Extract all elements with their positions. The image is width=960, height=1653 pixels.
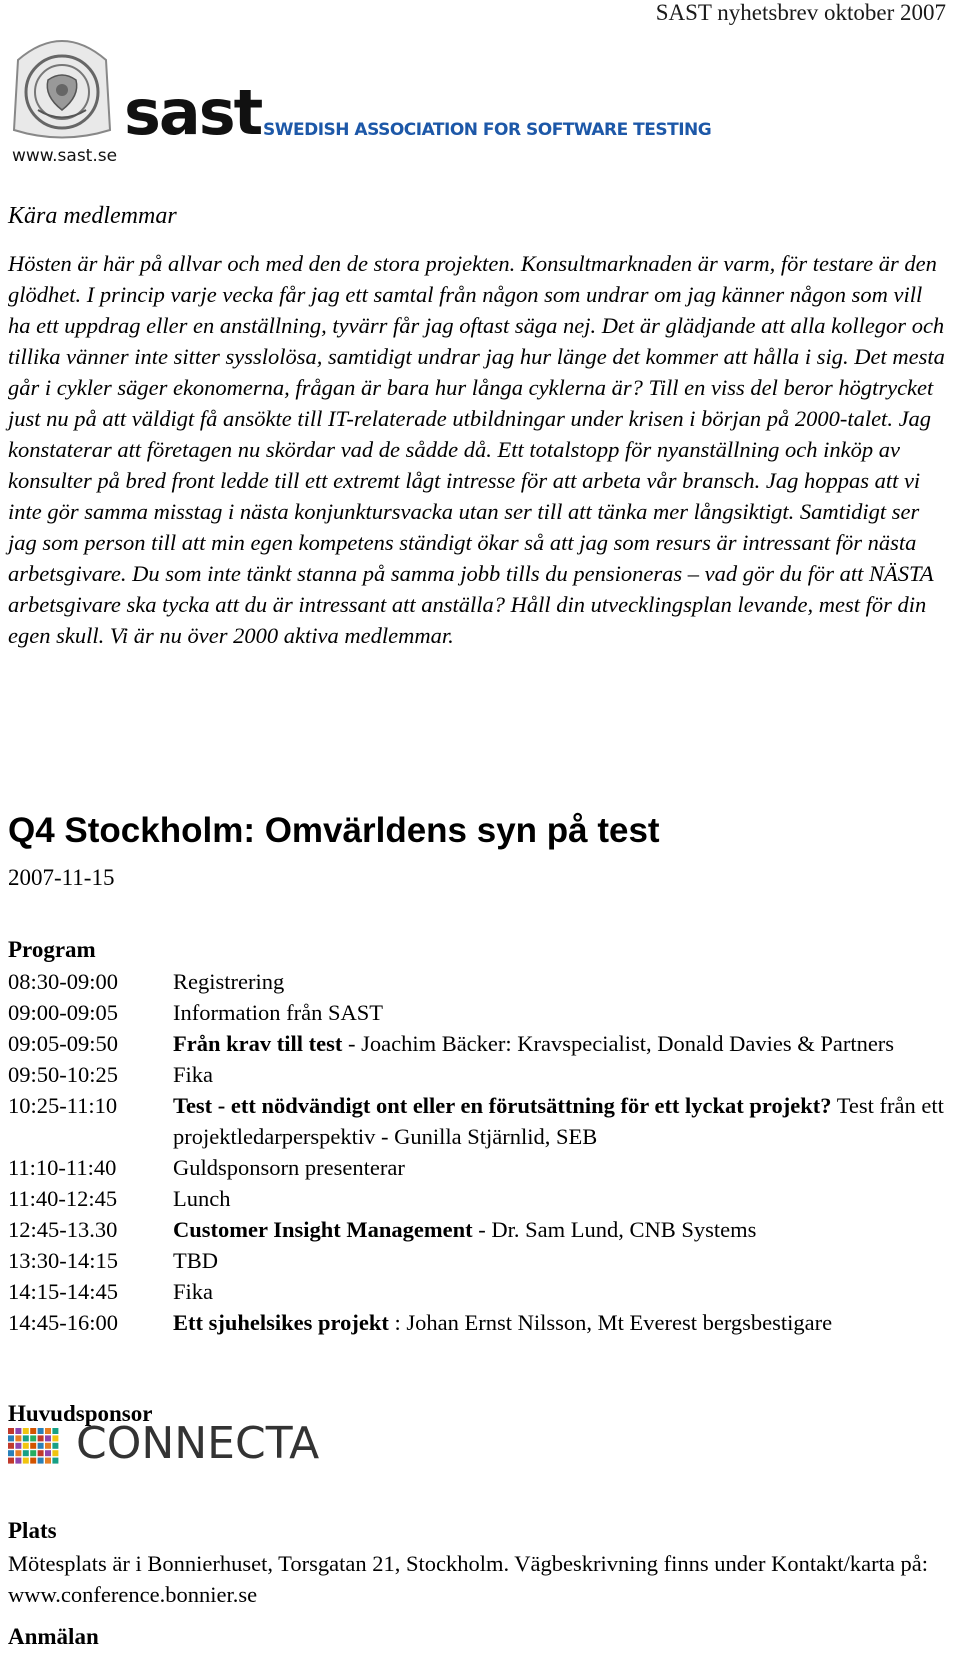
grid-square bbox=[23, 1435, 29, 1441]
grid-square bbox=[30, 1450, 36, 1456]
program-session-text: Fika bbox=[173, 1062, 214, 1087]
program-time: 14:45-16:00 bbox=[8, 1310, 118, 1335]
program-description bbox=[173, 1090, 953, 1152]
grid-square bbox=[38, 1450, 44, 1456]
program-row bbox=[8, 966, 953, 997]
grid-square bbox=[8, 1428, 14, 1434]
grid-square bbox=[23, 1458, 29, 1464]
program-time: 14:15-14:45 bbox=[8, 1279, 118, 1304]
program-description bbox=[173, 1183, 953, 1214]
grid-square bbox=[45, 1458, 51, 1464]
sponsor-name: CONNECTA bbox=[76, 1418, 320, 1469]
program-session-title: Från krav till test bbox=[173, 1031, 343, 1056]
sast-subtitle: SWEDISH ASSOCIATION FOR SOFTWARE TESTING bbox=[263, 120, 712, 140]
program-row bbox=[8, 997, 953, 1028]
program-time: 10:25-11:10 bbox=[8, 1093, 118, 1118]
grid-square bbox=[52, 1435, 58, 1441]
grid-square bbox=[15, 1450, 21, 1456]
grid-square bbox=[8, 1435, 14, 1441]
program-description bbox=[173, 1307, 953, 1338]
program-session-text: Fika bbox=[173, 1279, 214, 1304]
grid-square bbox=[23, 1450, 29, 1456]
venue-heading: Plats bbox=[8, 1518, 57, 1543]
program-description bbox=[173, 1059, 953, 1090]
registration-heading: Anmälan bbox=[8, 1624, 99, 1649]
grid-square bbox=[45, 1443, 51, 1449]
grid-square bbox=[45, 1428, 51, 1434]
sast-logo bbox=[8, 30, 712, 170]
grid-square bbox=[8, 1443, 14, 1449]
sponsor-logo bbox=[8, 1418, 320, 1469]
program-time: 08:30-09:00 bbox=[8, 969, 118, 994]
grid-square bbox=[52, 1458, 58, 1464]
program-time: 13:30-14:15 bbox=[8, 1248, 118, 1273]
sponsor-heading: Huvudsponsor bbox=[8, 1401, 153, 1426]
program-session-title: Ett sjuhelsikes projekt bbox=[173, 1310, 389, 1335]
grid-square bbox=[15, 1443, 21, 1449]
grid-square bbox=[23, 1443, 29, 1449]
grid-square bbox=[30, 1435, 36, 1441]
program-session-text: Guldsponsorn presenterar bbox=[173, 1155, 405, 1180]
program-time: 11:10-11:40 bbox=[8, 1155, 117, 1180]
program-description bbox=[173, 1245, 953, 1276]
program-row bbox=[8, 1245, 953, 1276]
program-description bbox=[173, 1152, 953, 1183]
program-time: 12:45-13.30 bbox=[8, 1217, 118, 1242]
program-description bbox=[173, 997, 953, 1028]
program-row bbox=[8, 1152, 953, 1183]
venue-text: Mötesplats är i Bonnierhuset, Torsgatan 21, Stockholm. Vägbeskrivning finns under Kontakt/karta på: www.conference.bonnier.se bbox=[8, 1551, 928, 1607]
grid-square bbox=[38, 1428, 44, 1434]
program-row bbox=[8, 1059, 953, 1090]
program-time: 09:00-09:05 bbox=[8, 1000, 118, 1025]
program-description bbox=[173, 1276, 953, 1307]
program-session-text: Lunch bbox=[173, 1186, 231, 1211]
grid-square bbox=[52, 1443, 58, 1449]
grid-square bbox=[23, 1428, 29, 1434]
program-row bbox=[8, 1183, 953, 1214]
ornamental-seal-icon bbox=[8, 30, 116, 142]
program-description bbox=[173, 966, 953, 997]
program-schedule bbox=[8, 966, 953, 1338]
program-description bbox=[173, 1028, 953, 1059]
program-session-title: Test - ett nödvändigt ont eller en förutsättning för ett lyckat projekt? bbox=[173, 1093, 832, 1118]
program-session-text: Test från ett projektledarperspektiv - Gunilla Stjärnlid, SEB bbox=[173, 1093, 944, 1149]
program-row bbox=[8, 1276, 953, 1307]
program-row bbox=[8, 1214, 953, 1245]
colored-grid-icon bbox=[8, 1428, 60, 1466]
grid-square bbox=[8, 1450, 14, 1456]
grid-square bbox=[30, 1443, 36, 1449]
grid-square bbox=[30, 1428, 36, 1434]
grid-square bbox=[38, 1435, 44, 1441]
program-session-title: Customer Insight Management bbox=[173, 1217, 473, 1242]
grid-square bbox=[15, 1428, 21, 1434]
grid-square bbox=[45, 1435, 51, 1441]
sast-wordmark: sast bbox=[124, 76, 262, 149]
grid-square bbox=[38, 1458, 44, 1464]
grid-square bbox=[15, 1458, 21, 1464]
program-row bbox=[8, 1090, 953, 1152]
program-row bbox=[8, 1028, 953, 1059]
program-session-text: : Johan Ernst Nilsson, Mt Everest bergsbestigare bbox=[388, 1310, 833, 1335]
program-time: 11:40-12:45 bbox=[8, 1186, 118, 1211]
program-session-text: - Dr. Sam Lund, CNB Systems bbox=[472, 1217, 757, 1242]
program-session-text: TBD bbox=[173, 1248, 218, 1273]
event-date: 2007-11-15 bbox=[8, 865, 115, 890]
program-session-text: - Joachim Bäcker: Kravspecialist, Donald Davies & Partners bbox=[342, 1031, 895, 1056]
grid-square bbox=[8, 1458, 14, 1464]
event-title: Q4 Stockholm: Omvärldens syn på test bbox=[8, 811, 660, 850]
grid-square bbox=[15, 1435, 21, 1441]
site-url[interactable]: www.sast.se bbox=[12, 146, 118, 166]
grid-square bbox=[52, 1428, 58, 1434]
program-session-text: Registrering bbox=[173, 969, 285, 994]
program-session-text: Information från SAST bbox=[173, 1000, 383, 1025]
program-heading: Program bbox=[8, 937, 96, 962]
grid-square bbox=[30, 1458, 36, 1464]
letter-body: Hösten är här på allvar och med den de stora projekten. Konsultmarknaden är varm, för testare är den glödhet. I princip varje vecka får jag ett samtal från någon som undrar om jag känner någon som vill ha ett uppdrag eller en anställning, tyvärr får jag oftast säga nej. Det är glädjande att alla kollegor och tillika vänner inte sitter sysslolösa, samtidigt undrar jag hur länge det kommer att hålla i sig. Det mesta går i cykler säger ekonomerna, frågan är bara hur långa cyklerna är? Till en viss del beror högtrycket just nu på att väldigt få ansökte till IT-relaterade utbildningar under krisen i början på 2000-talet. Jag konstaterar att företagen nu skördar vad de sådde då. Ett totalstopp för nyanställning och inköp av konsulter på bred front ledde till ett extremt lågt intresse för att arbeta vår bransch. Jag hoppas att vi inte gör samma misstag i nästa konjunktursvacka utan ser till att tänka mer långsiktigt. Samtidigt ser jag som person till att min egen kompetens ständigt ökar så att jag som resurs är intressant för nästa arbetsgivare. Du som inte tänkt stanna på samma jobb tills du pensioneras – vad gör du för att NÄSTA arbetsgivare ska tycka att du är intressant att anställa? Håll din utvecklingsplan levande, mest för din egen skull. Vi är nu över 2000 aktiva medlemmar. bbox=[8, 251, 945, 648]
grid-square bbox=[45, 1450, 51, 1456]
program-description bbox=[173, 1214, 953, 1245]
program-time: 09:05-09:50 bbox=[8, 1031, 118, 1056]
letter-greeting: Kära medlemmar bbox=[8, 203, 177, 229]
newsletter-label: SAST nyhetsbrev oktober 2007 bbox=[655, 0, 946, 25]
grid-square bbox=[38, 1443, 44, 1449]
program-time: 09:50-10:25 bbox=[8, 1062, 118, 1087]
program-row bbox=[8, 1307, 953, 1338]
grid-square bbox=[52, 1450, 58, 1456]
